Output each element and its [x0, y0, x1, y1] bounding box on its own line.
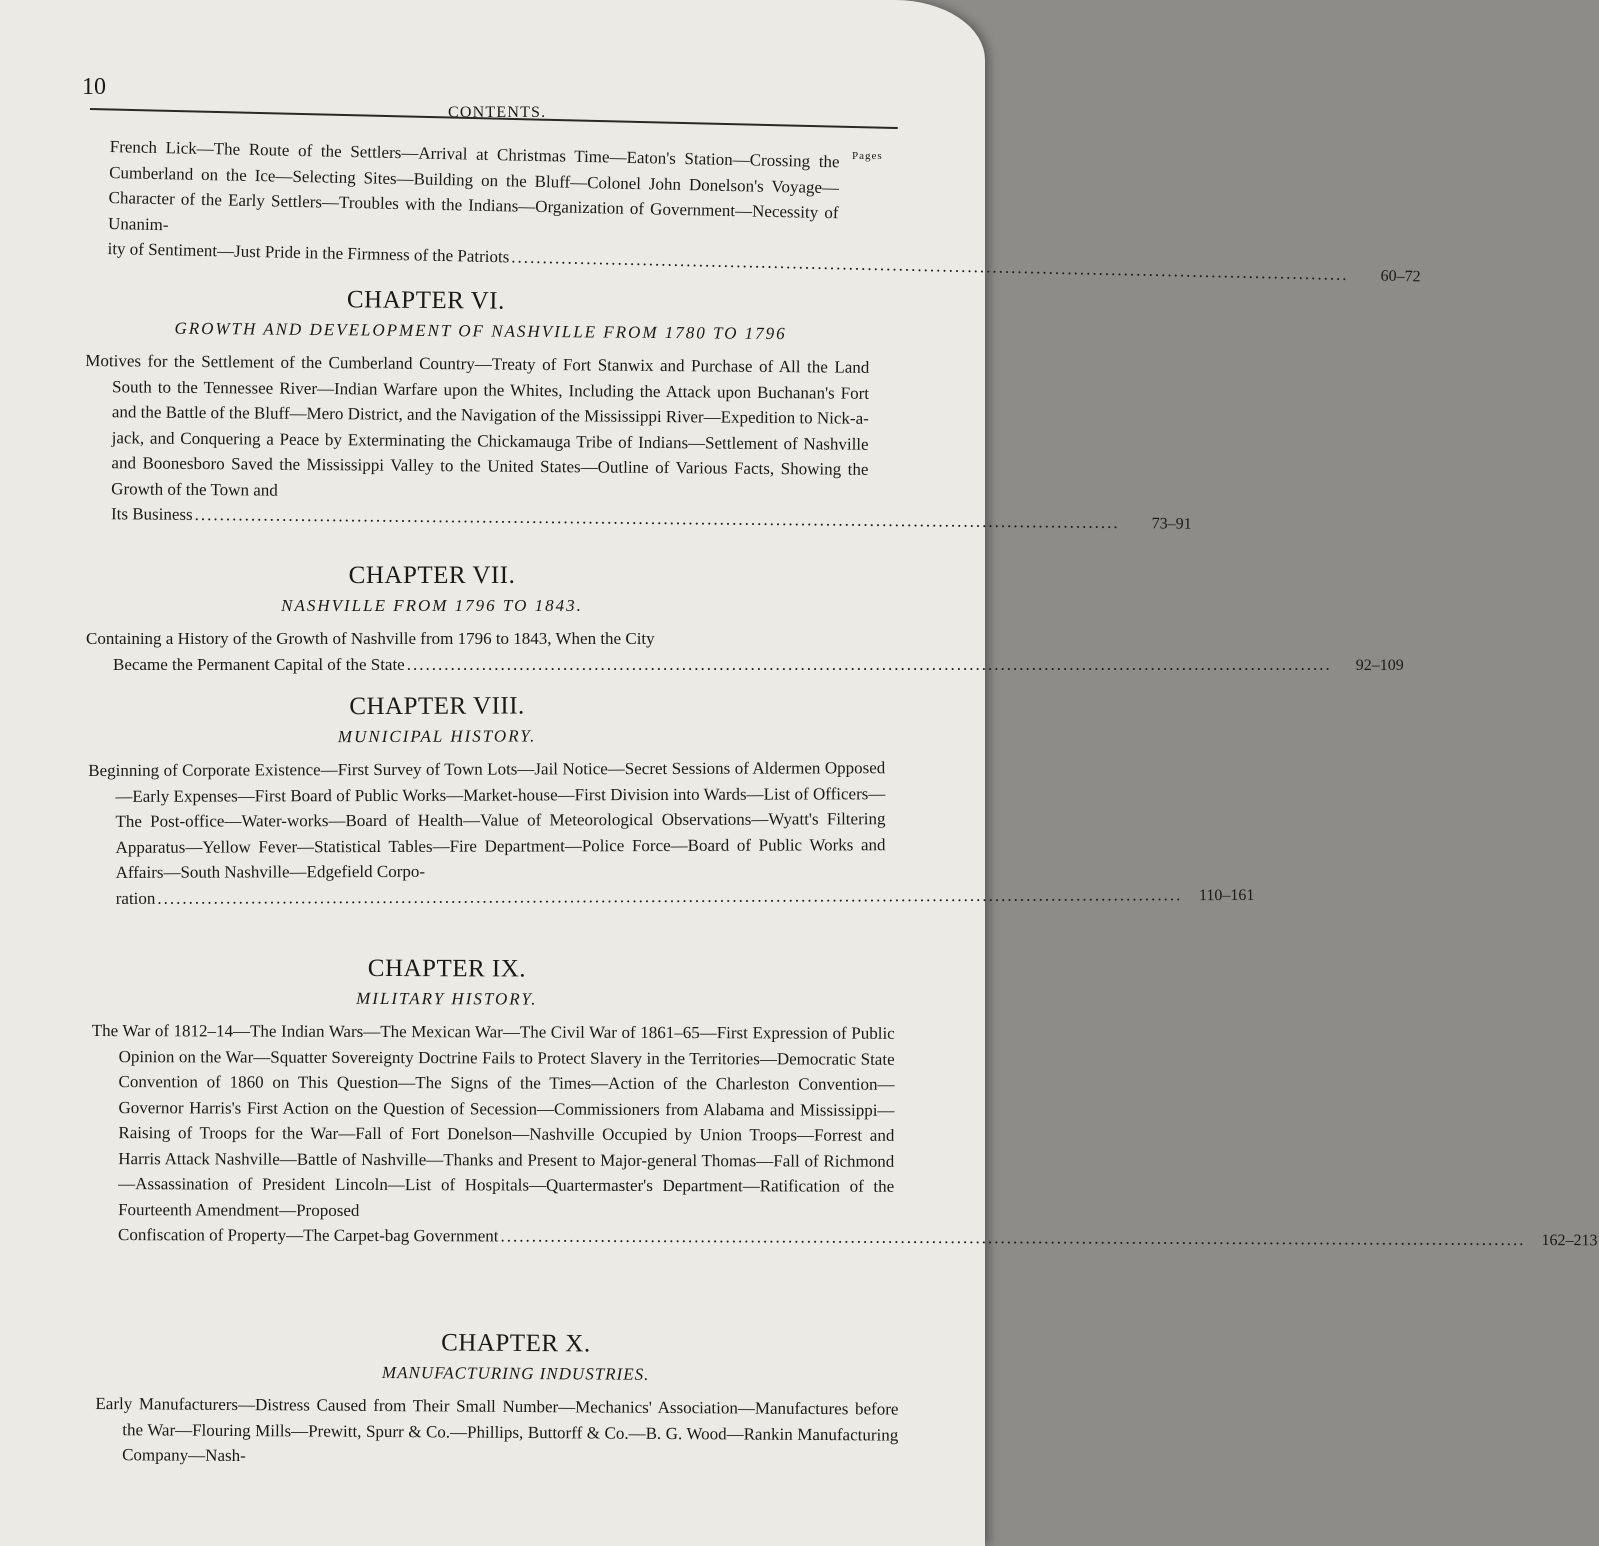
entry-tail: Became the Permanent Capital of the State	[113, 654, 405, 674]
dot-leader: ....................................................................................................................................................................	[157, 884, 1183, 908]
page-range: 110–161	[1198, 886, 1255, 904]
chapter-subtitle: MILITARY HISTORY.	[356, 988, 538, 1009]
chapter-title: CHAPTER IX.	[367, 954, 527, 983]
entry-last-line	[91, 1222, 1598, 1252]
page-range: 92–109	[1355, 656, 1404, 674]
entry-last-line	[84, 501, 1192, 535]
page-range: 60–72	[1380, 267, 1421, 286]
chapter-title: CHAPTER VI.	[346, 286, 505, 315]
chapter-ix	[91, 954, 1598, 1252]
dot-leader: ....................................................................................................................................................	[406, 654, 1332, 674]
pages-column-label: Pages	[852, 150, 883, 162]
dot-leader: ....................................................................................................................................................	[194, 504, 1120, 533]
dot-leader: ......................................................................................................................................	[511, 247, 1349, 284]
entry-tail: ration	[115, 888, 156, 908]
page-range: 73–91	[1151, 515, 1192, 533]
entry-text: French Lick—The Route of the Settlers—Arrival at Christmas Time—Eaton's Station—Crossing the Cumberland on the Ice—Selecting Sites—Building on the Bluff—Colonel John Donelson's Voyage—Character of the Early Settlers—Troubles with the Indians—Organization of Government—Necessity of Unanim-	[107, 136, 840, 234]
entry-tail: Confiscation of Property—The Carpet-bag Government	[117, 1225, 499, 1246]
dot-leader: ....................................................................................................................................................................	[500, 1226, 1526, 1250]
entry-text: Motives for the Settlement of the Cumberland Country—Treaty of Fort Stanwix and Purchase of All the Land South to the Tennessee River—Indian Warfare upon the Whites, Including the Attack upon Buchanan's Fort and the Battle of the Bluff—Mero District, and the Navigation of the Mississippi River—Expedition to Nick-a-jack, and Conquering a Peace by Exterminating the Chickamauga Tribe of Indians—Settlement of Nashville and Boonesboro Saved the Mississippi Valley to the United States—Outline of Various Facts, Showing the Growth of the Town and	[85, 350, 870, 500]
entry-tail: Its Business	[110, 504, 193, 524]
chapter-vii	[86, 562, 1404, 678]
entry-tail: ity of Sentiment—Just Pride in the Firmness of the Patriots	[107, 238, 510, 267]
chapter-subtitle: MANUFACTURING INDUSTRIES.	[381, 1362, 650, 1384]
chapter-subtitle: MUNICIPAL HISTORY.	[337, 726, 537, 747]
chapter-viii	[88, 691, 1255, 912]
entry-last-line	[86, 652, 1404, 679]
running-head: CONTENTS.	[448, 104, 547, 121]
page-range: 162–213	[1541, 1232, 1598, 1250]
entry-text: The War of 1812–14—The Indian Wars—The Mexican War—The Civil War of 1861–65—First Expression of Public Opinion on the War—Squatter Sovereignty Doctrine Fails to Protect Slavery in the Territories—Democratic State Convention of 1860 on This Question—The Signs of the Times—Action of the Charleston Convention—Governor Harris's First Action on the Question of Secession—Commissioners from Alabama and Mississippi—Raising of Troops for the War—Fall of Fort Donelson—Nashville Occupied by Union Troops—Forrest and Harris Attack Nashville—Battle of Nashville—Thanks and Present to Major-general Thomas—Fall of Richmond—Assassination of President Lincoln—List of Hospitals—Quartermaster's Department—Ratification of the Fourteenth Amendment—Proposed	[91, 1020, 895, 1220]
entry-text: Containing a History of the Growth of Nashville from 1796 to 1843, When the City	[86, 629, 655, 648]
chapter-title: CHAPTER VIII.	[349, 692, 525, 721]
chapter-title: CHAPTER VII.	[348, 562, 516, 589]
chapter-subtitle: GROWTH AND DEVELOPMENT OF NASHVILLE FROM 1780 TO 1796	[174, 318, 787, 344]
page-number: 10	[82, 74, 106, 100]
chapter-subtitle: NASHVILLE FROM 1796 TO 1843.	[281, 596, 583, 615]
entry-last-line	[89, 883, 1255, 912]
chapter-vi	[84, 284, 1192, 535]
entry-text: Beginning of Corporate Existence—First Survey of Town Lots—Jail Notice—Secret Sessions of Aldermen Opposed—Early Expenses—First Board of Public Works—Market-house—First Division into Wards—List of Officers—The Post-office—Water-works—Board of Health—Value of Meteorological Observations—Wyatt's Filtering Apparatus—Yellow Fever—Statistical Tables—Fire Department—Police Force—Board of Public Works and Affairs—South Nashville—Edgefield Corpo-	[88, 758, 886, 882]
chapter-x	[95, 1327, 899, 1473]
chapter-title: CHAPTER X.	[441, 1329, 591, 1358]
entry-text: Early Manufacturers—Distress Caused from Their Small Number—Mechanics' Association—Manufactures before the War—Flouring Mills—Prewitt, Spurr & Co.—Phillips, Buttorff & Co.—B. G. Wood—Rankin Manufacturing Company—Nash-	[95, 1393, 899, 1466]
